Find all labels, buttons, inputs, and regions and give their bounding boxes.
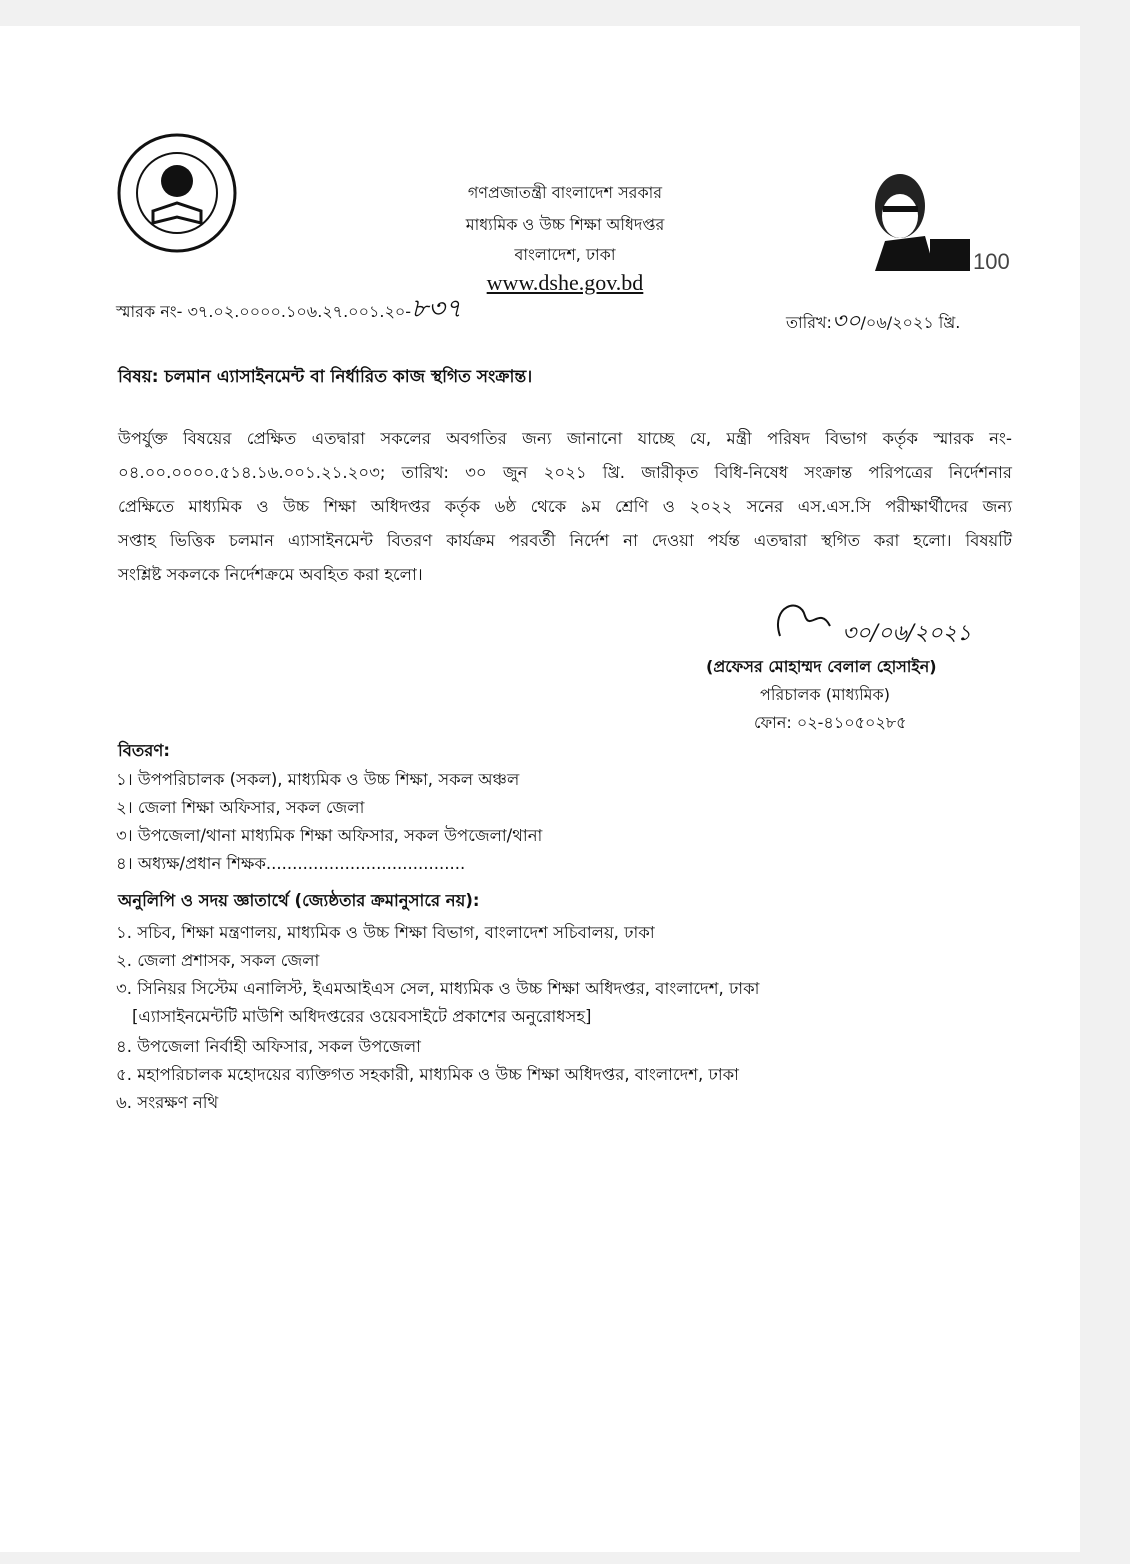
copy-item-note: [এ্যাসাইনমেন্টটি মাউশি অধিদপ্তরের ওয়েবসাইটে প্রকাশের অনুরোধসহ]: [132, 1007, 592, 1026]
signatory-designation: পরিচালক (মাধ্যমিক): [760, 685, 890, 704]
date-handwritten: ৩০: [831, 309, 861, 334]
distribution-title: বিতরণ:: [118, 741, 170, 760]
distribution-item: ৪। অধ্যক্ষ/প্রধান শিক্ষক......................................: [116, 854, 466, 873]
copy-item: ৪. উপজেলা নির্বাহী অফিসার, সকল উপজেলা: [116, 1037, 421, 1056]
signature-date: ৩০/০৬/২০২১: [842, 621, 972, 646]
copy-item: ৫. মহাপরিচালক মহোদয়ের ব্যক্তিগত সহকারী, মাধ্যমিক ও উচ্চ শিক্ষা অধিদপ্তর, বাংলাদেশ, ঢাকা: [116, 1065, 739, 1084]
distribution-item: ৩। উপজেলা/থানা মাধ্যমিক শিক্ষা অফিসার, সকল উপজেলা/থানা: [116, 826, 543, 845]
signatory-phone: ফোন: ০২-৪১০৫০২৮৫: [754, 713, 907, 732]
document-page: [0, 26, 1080, 1552]
memo-date: [786, 304, 960, 341]
body-line: সপ্তাহ ভিত্তিক চলমান এ্যাসাইনমেন্ট বিতরণ কার্যক্রম পরবর্তী নির্দেশ না দেওয়া পর্যন্ত এতদ্বারা স্থগিত করা হলো। বিষয়টি: [118, 531, 1012, 550]
copy-item: ২. জেলা প্রশাসক, সকল জেলা: [116, 951, 320, 970]
copy-item: ১. সচিব, শিক্ষা মন্ত্রণালয়, মাধ্যমিক ও উচ্চ শিক্ষা বিভাগ, বাংলাদেশ সচিবালয়, ঢাকা: [116, 923, 655, 942]
body-line: উপর্যুক্ত বিষয়ের প্রেক্ষিত এতদ্বারা সকলের অবগতির জন্য জানানো যাচ্ছে যে, মন্ত্রী পরিষদ বিভাগ কর্তৃক স্মারক নং-: [118, 429, 1012, 448]
memo-number: [116, 288, 462, 332]
svg-text:100: 100: [973, 249, 1010, 274]
signatory-name: (প্রফেসর মোহাম্মদ বেলাল হোসাইন): [706, 657, 937, 676]
copy-item: ৬. সংরক্ষণ নথি: [116, 1093, 219, 1112]
copy-item: ৩. সিনিয়র সিস্টেম এনালিস্ট, ইএমআইএস সেল, মাধ্যমিক ও উচ্চ শিক্ষা অধিদপ্তর, বাংলাদেশ, ঢাকা: [116, 979, 760, 998]
header-government: গণপ্রজাতন্ত্রী বাংলাদেশ সরকার: [467, 183, 663, 202]
distribution-item: ১। উপপরিচালক (সকল), মাধ্যমিক ও উচ্চ শিক্ষা, সকল অঞ্চল: [116, 770, 520, 789]
memo-number-text: স্মারক নং- ৩৭.০২.০০০০.১০৬.২৭.০০১.২০-: [116, 302, 412, 321]
distribution-item: ২। জেলা শিক্ষা অফিসার, সকল জেলা: [116, 798, 365, 817]
body-line: প্রেক্ষিতে মাধ্যমিক ও উচ্চ শিক্ষা অধিদপ্তর কর্তৃক ৬ষ্ঠ থেকে ৯ম শ্রেণি ও ২০২২ সনের এস.এস.সি পরীক্ষার্থীদের জন্য: [118, 497, 1012, 516]
header-location: বাংলাদেশ, ঢাকা: [514, 245, 616, 264]
body-line: ০৪.০০.০০০০.৫১৪.১৬.০০১.২১.২০৩; তারিখ: ৩০ জুন ২০২১ খ্রি. জারীকৃত বিধি-নিষেধ সংক্রান্ত পরিপত্রের নির্দেশনার: [118, 463, 1012, 482]
header-website-link[interactable]: www.dshe.gov.bd: [486, 270, 644, 295]
date-label: তারিখ:: [786, 313, 832, 332]
memo-number-handwritten: ৮৩৭: [411, 294, 462, 324]
body-line: সংশ্লিষ্ট সকলকে নির্দেশক্রমে অবহিত করা হলো।: [118, 565, 423, 584]
header-directorate: মাধ্যমিক ও উচ্চ শিক্ষা অধিদপ্তর: [465, 215, 665, 234]
signature-mark-icon: [770, 596, 840, 646]
subject-line: বিষয়: চলমান এ্যাসাইনমেন্ট বা নির্ধারিত কাজ স্থগিত সংক্রান্ত।: [118, 367, 533, 387]
copies-title: অনুলিপি ও সদয় জ্ঞাতার্থে (জ্যেষ্ঠতার ক্রমানুসারে নয়):: [118, 891, 480, 910]
mujib-borsho-emblem-icon: [845, 161, 1010, 276]
date-rest: /০৬/২০২১ খ্রি.: [860, 313, 961, 332]
